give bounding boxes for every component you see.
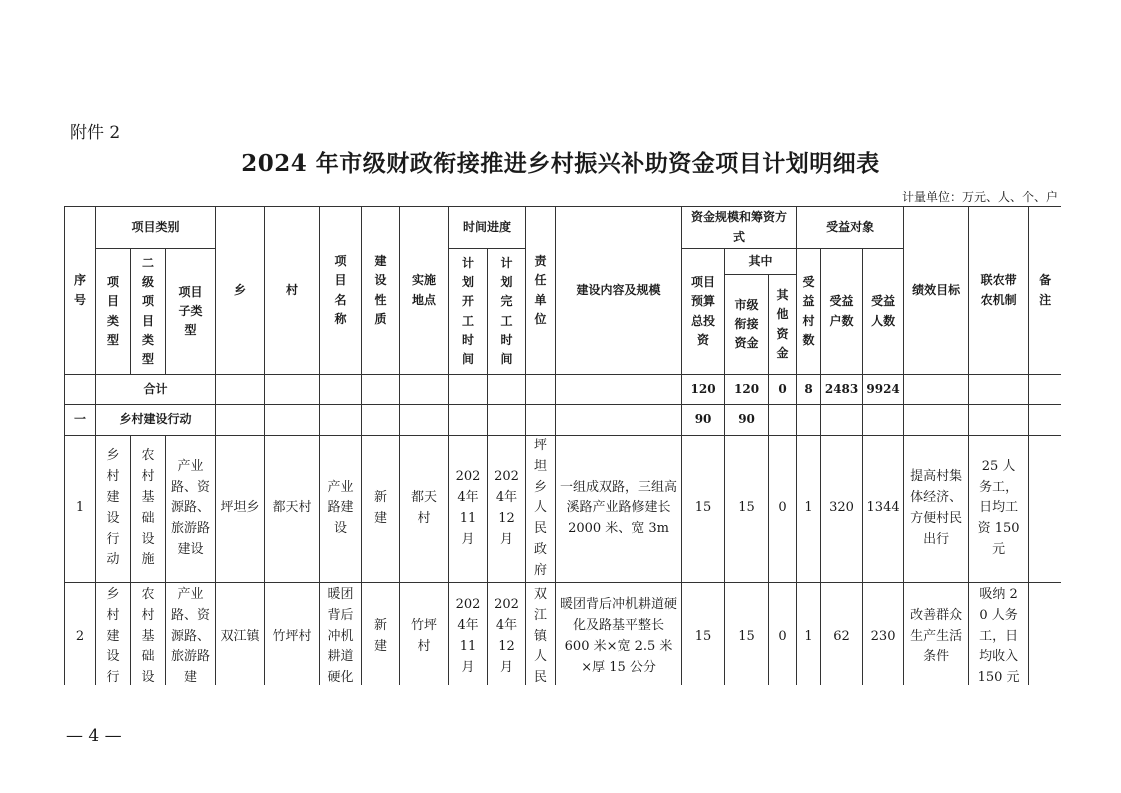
total-seq-cell [65,375,96,405]
table-row [65,436,1062,583]
row-nature: 新建 [362,436,400,583]
row-type: 乡村建设行动 [96,436,131,583]
row-content: 暖团背后冲机耕道硬化及路基平整长 600 米×宽 2.5 米×厚 15 公分 [556,582,682,685]
row-start: 2024年11月 [449,436,488,583]
header-level2-type: 二级项目类型 [131,249,166,375]
header-total-budget: 项目预算总投资 [682,249,725,375]
table-container [64,206,1061,685]
row-nature: 新建 [362,582,400,685]
row-mechanism: 吸纳 20 人务工，日均收入 150 元 [969,582,1029,685]
header-villages: 受益村数 [797,249,821,375]
row-project-name: 暖团背后冲机耕道硬化 [320,582,362,685]
page-number: — 4 — [66,726,122,746]
header-other-fund: 其他资金 [769,275,797,375]
header-remark: 备注 [1029,207,1061,375]
row-location: 竹坪村 [400,582,449,685]
section-city-fund: 90 [725,405,769,436]
row-villages: 1 [797,436,821,583]
row-seq: 1 [65,436,96,583]
header-build-nature: 建设性质 [362,207,400,375]
row-responsible: 坪坦乡人民政府 [526,436,556,583]
header-project-category: 项目类别 [96,207,216,249]
row-villages: 1 [797,582,821,685]
header-location: 实施地点 [400,207,449,375]
header-of-which: 其中 [725,249,797,275]
row-subtype: 产业路、资源路、旅游路建设 [166,436,216,583]
header-funding: 资金规模和筹资方式 [682,207,797,249]
section-label: 乡村建设行动 [96,405,216,436]
row-city-fund: 15 [725,582,769,685]
header-project-type: 项目类型 [96,249,131,375]
header-project-name: 项目名称 [320,207,362,375]
row-content: 一组成双路，三组高溪路产业路修建长 2000 米、宽 3m [556,436,682,583]
row-township: 坪坦乡 [216,436,265,583]
row-village: 都天村 [265,436,320,583]
row-subtype: 产业路、资源路、旅游路建 [166,582,216,685]
row-project-name: 产业路建设 [320,436,362,583]
row-responsible: 双江镇人民 [526,582,556,685]
row-township: 双江镇 [216,582,265,685]
header-plan-start: 计划开工时间 [449,249,488,375]
header-mechanism: 联农带农机制 [969,207,1029,375]
row-start: 2024年11月 [449,582,488,685]
total-other-fund: 0 [769,375,797,405]
total-households: 2483 [821,375,863,405]
row-remark [1029,582,1061,685]
header-sub-type: 项目子类型 [166,249,216,375]
header-beneficiary: 受益对象 [797,207,904,249]
row-households: 320 [821,436,863,583]
row-people: 1344 [863,436,904,583]
project-table [64,206,1061,685]
total-row [65,375,1062,405]
row-end: 2024年12月 [488,582,526,685]
row-seq: 2 [65,582,96,685]
unit-label: 计量单位：万元、人、个、户 [901,190,1058,204]
row-mechanism: 25 人务工，日均工资 150 元 [969,436,1029,583]
header-schedule: 时间进度 [449,207,526,249]
header-people: 受益人数 [863,249,904,375]
row-other-fund: 0 [769,582,797,685]
row-people: 230 [863,582,904,685]
row-total: 15 [682,436,725,583]
header-seq: 序号 [65,207,96,375]
row-goal: 改善群众生产生活条件 [904,582,969,685]
row-total: 15 [682,582,725,685]
header-households: 受益户数 [821,249,863,375]
row-level2: 农村基础设 [131,582,166,685]
header-row-1 [65,207,1062,249]
total-villages: 8 [797,375,821,405]
row-other-fund: 0 [769,436,797,583]
total-people: 9924 [863,375,904,405]
row-end: 2024年12月 [488,436,526,583]
header-village: 村 [265,207,320,375]
header-responsible: 责任单位 [526,207,556,375]
row-households: 62 [821,582,863,685]
row-level2: 农村基础设施 [131,436,166,583]
row-city-fund: 15 [725,436,769,583]
row-village: 竹坪村 [265,582,320,685]
row-remark [1029,436,1061,583]
header-goal: 绩效目标 [904,207,969,375]
section-total: 90 [682,405,725,436]
header-township: 乡 [216,207,265,375]
section-row [65,405,1062,436]
header-content: 建设内容及规模 [556,207,682,375]
section-seq: 一 [65,405,96,436]
header-plan-end: 计划完工时间 [488,249,526,375]
row-location: 都天村 [400,436,449,583]
total-city-fund: 120 [725,375,769,405]
total-budget: 120 [682,375,725,405]
row-type: 乡村建设行 [96,582,131,685]
header-city-fund: 市级衔接资金 [725,275,769,375]
page-title: 2024 年市级财政衔接推进乡村振兴补助资金项目计划明细表 [241,150,880,177]
table-row [65,582,1062,685]
attachment-label: 附件 2 [70,123,121,143]
row-goal: 提高村集体经济、方便村民出行 [904,436,969,583]
total-label: 合计 [96,375,216,405]
